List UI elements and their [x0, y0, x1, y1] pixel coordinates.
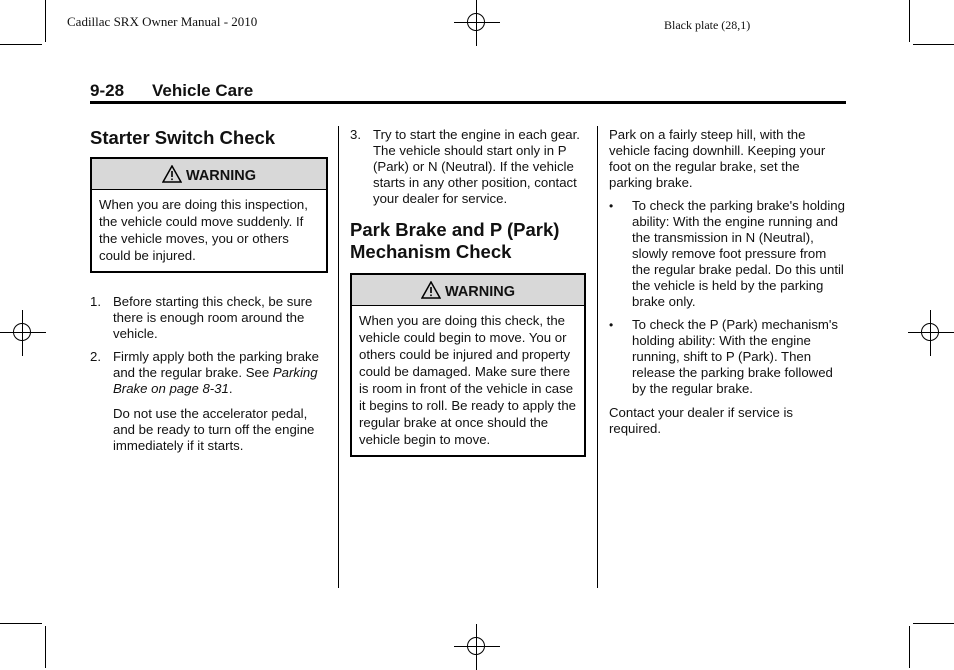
crop-mark	[909, 626, 910, 668]
warning-icon	[421, 281, 441, 299]
step-number: 2.	[90, 349, 101, 364]
section-header	[90, 81, 253, 101]
list-item	[609, 198, 845, 310]
bullet-icon: •	[609, 318, 614, 332]
list-item	[90, 349, 328, 397]
column-1	[90, 126, 328, 454]
step-text: Try to start the engine in each gear. The vehicle should start only in P (Park) or N (Neutral). If the vehicle starts in any other position, contact your dealer for service.	[373, 127, 580, 206]
crop-mark	[913, 44, 954, 45]
starter-check-heading: Starter Switch Check	[90, 127, 276, 148]
step-text-end: .	[228, 381, 233, 396]
bullet-list	[609, 198, 845, 397]
registration-mark-left	[0, 310, 46, 356]
list-item	[350, 127, 586, 207]
warning-box	[90, 157, 328, 273]
closing-paragraph: Contact your dealer if service is required.	[609, 405, 793, 436]
warning-icon	[162, 165, 182, 183]
column-divider	[597, 126, 598, 588]
crop-mark	[0, 623, 42, 624]
page-number: 9-28	[90, 81, 125, 100]
warning-text: When you are doing this inspection, the vehicle could move suddenly. If the vehicle moves, you or others could be injured.	[99, 197, 308, 263]
step-number: 3.	[350, 127, 361, 142]
step-note: Do not use the accelerator pedal, and be ready to turn off the engine immediately if it starts.	[113, 406, 315, 453]
column-3	[609, 126, 845, 437]
section-title: Vehicle Care	[152, 81, 254, 100]
crop-mark	[913, 623, 954, 624]
warning-text: When you are doing this check, the vehicle could begin to move. You or others could be injured and property could be damaged. Make sure there is room in front of the vehicle in case it begins to roll. Be ready to apply the regular brake at once should the vehicle begin to move.	[359, 313, 576, 447]
registration-mark-right	[908, 310, 954, 356]
warning-box	[350, 273, 586, 457]
crop-mark	[45, 626, 46, 668]
step-text: Before starting this check, be sure there is enough room around the vehicle.	[113, 294, 313, 341]
crop-mark	[909, 0, 910, 42]
warning-label: WARNING	[185, 168, 257, 184]
bullet-text: To check the P (Park) mechanism's holding ability: With the engine running, shift to P (Park). Then release the parking brake followed by the regular brake.	[632, 317, 839, 396]
cross-reference-link[interactable]: Parking Brake on page 8-31	[113, 365, 318, 396]
bullet-text: To check the parking brake's holding ability: With the engine running and the transmission in N (Neutral), slowly remove foot pressure from the regular brake pedal. Do this until the vehicle is held by the parking brake only.	[632, 198, 845, 309]
step-text: Firmly apply both the parking brake and the regular brake. See	[113, 349, 319, 380]
crop-mark	[45, 0, 46, 42]
registration-mark-bottom	[454, 624, 500, 670]
warning-header	[92, 159, 326, 190]
plate-label: Black plate (28,1)	[664, 18, 751, 32]
bullet-icon: •	[609, 199, 614, 213]
column-divider	[338, 126, 339, 588]
intro-paragraph: Park on a fairly steep hill, with the vehicle facing downhill. Keeping your foot on the regular brake, set the parking brake.	[609, 127, 826, 190]
park-brake-heading: Park Brake and P (Park) Mechanism Check	[350, 219, 560, 262]
manual-title: Cadillac SRX Owner Manual - 2010	[67, 14, 258, 29]
warning-header	[352, 275, 584, 306]
crop-mark	[0, 44, 42, 45]
registration-mark-top	[454, 0, 500, 46]
header-rule	[90, 101, 846, 104]
steps-list	[90, 294, 328, 397]
list-item	[609, 317, 845, 397]
list-item	[90, 294, 328, 342]
warning-label: WARNING	[444, 284, 516, 300]
step-number: 1.	[90, 294, 101, 309]
column-2	[350, 126, 586, 457]
steps-list-continued	[350, 127, 586, 207]
